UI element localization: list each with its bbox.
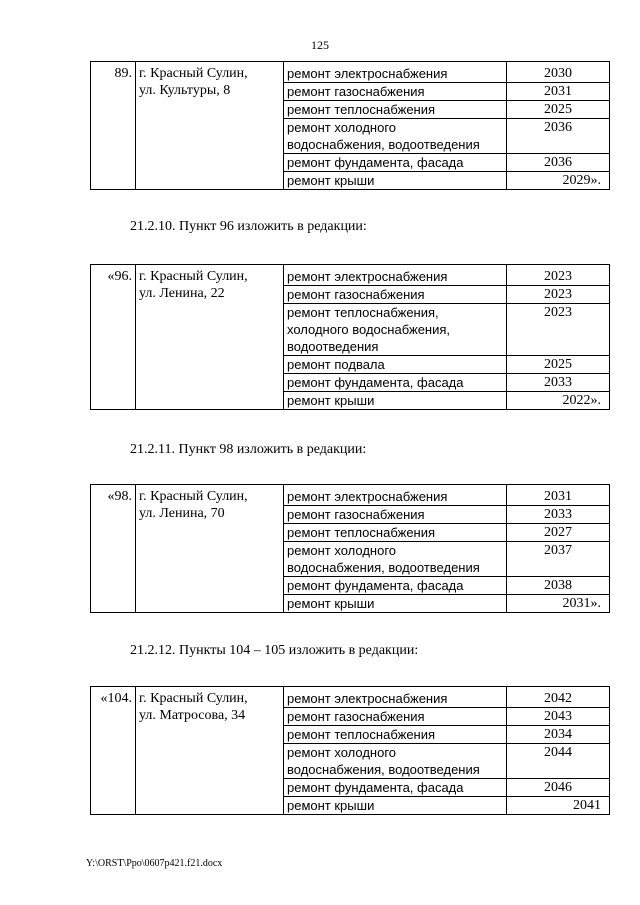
- year-cell: 2023: [507, 286, 610, 304]
- item-table-96: [90, 264, 610, 410]
- work-type-cell: [284, 779, 507, 797]
- item-table-98: [90, 484, 610, 613]
- address-cell: [136, 687, 284, 815]
- work-type-cell: [284, 687, 507, 708]
- work-type-cell: [284, 726, 507, 744]
- footer-file-path: Y:\ORST\Ppo\0607p421.f21.docx: [86, 858, 223, 869]
- work-type-line: ремонт теплоснабжения: [287, 102, 436, 117]
- work-type-cell: [284, 101, 507, 119]
- work-type-cell: [284, 797, 507, 815]
- work-type-cell: [284, 506, 507, 524]
- work-type-cell: [284, 542, 507, 577]
- work-type-cell: [284, 374, 507, 392]
- year-cell: 2031».: [507, 595, 610, 613]
- page-number: 125: [311, 38, 329, 52]
- address-cell: [136, 62, 284, 190]
- work-type-line: водоснабжения, водоотведения: [287, 762, 480, 777]
- work-type-line: ремонт фундамента, фасада: [287, 780, 464, 795]
- work-type-line: ремонт холодного: [287, 120, 397, 135]
- year-cell: 2027: [507, 524, 610, 542]
- work-type-line: ремонт крыши: [287, 173, 375, 188]
- work-type-line: ремонт электроснабжения: [287, 269, 448, 284]
- work-type-line: ремонт фундамента, фасада: [287, 375, 464, 390]
- address-line: ул. Матросова, 34: [139, 708, 246, 723]
- paragraph-21-2-12: 21.2.12. Пункты 104 – 105 изложить в редакции:: [130, 643, 419, 658]
- paragraph-21-2-10: 21.2.10. Пункт 96 изложить в редакции:: [130, 219, 367, 234]
- work-type-cell: [284, 62, 507, 83]
- work-type-line: холодного водоснабжения,: [287, 322, 451, 337]
- year-cell: 2031: [507, 485, 610, 506]
- work-type-line: ремонт газоснабжения: [287, 287, 425, 302]
- year-cell: 2043: [507, 708, 610, 726]
- work-type-cell: [284, 392, 507, 410]
- address-line: г. Красный Сулин,: [139, 489, 248, 504]
- work-type-cell: [284, 265, 507, 286]
- year-cell: 2033: [507, 506, 610, 524]
- address-line: ул. Ленина, 22: [139, 286, 225, 301]
- item-number: «98.: [91, 485, 136, 613]
- work-type-cell: [284, 83, 507, 101]
- work-type-line: ремонт холодного: [287, 745, 397, 760]
- address-line: г. Красный Сулин,: [139, 66, 248, 81]
- year-cell: 2046: [507, 779, 610, 797]
- year-cell: 2037: [507, 542, 610, 577]
- item-number: «104.: [91, 687, 136, 815]
- work-type-line: ремонт холодного: [287, 543, 397, 558]
- work-type-cell: [284, 286, 507, 304]
- work-type-line: ремонт крыши: [287, 393, 375, 408]
- work-type-cell: [284, 356, 507, 374]
- year-cell: 2022».: [507, 392, 610, 410]
- year-cell: 2036: [507, 154, 610, 172]
- item-table-89: [90, 61, 610, 190]
- year-cell: 2031: [507, 83, 610, 101]
- work-type-cell: [284, 577, 507, 595]
- year-cell: 2041: [507, 797, 610, 815]
- table-row: [91, 62, 610, 83]
- table-row: [91, 687, 610, 708]
- year-cell: 2036: [507, 119, 610, 154]
- work-type-cell: [284, 119, 507, 154]
- year-cell: 2033: [507, 374, 610, 392]
- year-cell: 2042: [507, 687, 610, 708]
- paragraph-21-2-11: 21.2.11. Пункт 98 изложить в редакции:: [130, 442, 367, 457]
- work-type-line: ремонт теплоснабжения: [287, 525, 436, 540]
- work-type-line: ремонт электроснабжения: [287, 691, 448, 706]
- work-type-line: водоснабжения, водоотведения: [287, 137, 480, 152]
- address-line: ул. Ленина, 70: [139, 506, 225, 521]
- work-type-cell: [284, 304, 507, 356]
- work-type-line: ремонт газоснабжения: [287, 709, 425, 724]
- work-type-line: ремонт электроснабжения: [287, 489, 448, 504]
- work-type-line: ремонт фундамента, фасада: [287, 578, 464, 593]
- year-cell: 2023: [507, 265, 610, 286]
- work-type-line: ремонт газоснабжения: [287, 84, 425, 99]
- address-line: г. Красный Сулин,: [139, 269, 248, 284]
- year-cell: 2029».: [507, 172, 610, 190]
- address-line: г. Красный Сулин,: [139, 691, 248, 706]
- item-table-104: [90, 686, 610, 815]
- year-cell: 2044: [507, 744, 610, 779]
- work-type-line: ремонт крыши: [287, 798, 375, 813]
- year-cell: 2023: [507, 304, 610, 356]
- year-cell: 2025: [507, 356, 610, 374]
- work-type-line: ремонт подвала: [287, 357, 385, 372]
- work-type-cell: [284, 154, 507, 172]
- year-cell: 2030: [507, 62, 610, 83]
- work-type-line: ремонт газоснабжения: [287, 507, 425, 522]
- work-type-cell: [284, 524, 507, 542]
- work-type-line: ремонт теплоснабжения: [287, 727, 436, 742]
- work-type-cell: [284, 708, 507, 726]
- work-type-line: ремонт электроснабжения: [287, 66, 448, 81]
- work-type-line: водоснабжения, водоотведения: [287, 560, 480, 575]
- year-cell: 2025: [507, 101, 610, 119]
- work-type-line: ремонт крыши: [287, 596, 375, 611]
- table-row: [91, 485, 610, 506]
- item-number: «96.: [91, 265, 136, 410]
- address-line: ул. Культуры, 8: [139, 83, 231, 98]
- work-type-cell: [284, 595, 507, 613]
- work-type-cell: [284, 485, 507, 506]
- work-type-line: водоотведения: [287, 339, 379, 354]
- work-type-line: ремонт теплоснабжения,: [287, 305, 439, 320]
- year-cell: 2034: [507, 726, 610, 744]
- year-cell: 2038: [507, 577, 610, 595]
- work-type-cell: [284, 744, 507, 779]
- work-type-line: ремонт фундамента, фасада: [287, 155, 464, 170]
- address-cell: [136, 485, 284, 613]
- address-cell: [136, 265, 284, 410]
- work-type-cell: [284, 172, 507, 190]
- table-row: [91, 265, 610, 286]
- item-number: 89.: [91, 62, 136, 190]
